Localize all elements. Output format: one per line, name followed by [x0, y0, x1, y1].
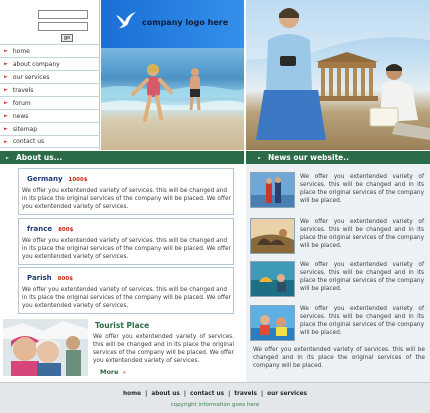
logo-text: company logo here: [142, 18, 229, 27]
main-nav: [0, 44, 100, 148]
nav-item-label: contact us: [12, 138, 45, 145]
service-card: [18, 267, 234, 314]
nav-item-label: about company: [12, 60, 60, 68]
arrow-icon: ►: [4, 138, 8, 145]
service-title[interactable]: france: [27, 225, 53, 233]
nav-item-contact-us[interactable]: [0, 135, 100, 148]
go-button[interactable]: go: [61, 34, 73, 42]
news-text: We offer you extentended variety of services. this will be changed and in its place the original services of the company will be placed.: [300, 306, 424, 336]
footer-link-about-us[interactable]: about us: [151, 391, 180, 397]
arrow-icon: ►: [4, 126, 8, 132]
signin-input[interactable]: [38, 10, 88, 19]
ruins-photo: [246, 0, 430, 150]
service-price: 1000$: [68, 177, 88, 183]
service-price: 800$: [58, 227, 74, 233]
nav-item-label: travels: [12, 86, 34, 94]
news-image-2: [251, 219, 295, 254]
nav-item-news[interactable]: [0, 109, 100, 122]
service-card: [18, 168, 234, 215]
arrow-icon: ►: [258, 155, 262, 160]
arrow-icon: ►: [4, 61, 8, 67]
tourist-illustration: [3, 319, 88, 376]
news-image-4: [251, 306, 295, 341]
nav-item-label: forum: [12, 99, 31, 107]
service-title[interactable]: Germany: [27, 175, 63, 183]
footer-link-home[interactable]: home: [123, 391, 142, 397]
service-title-row: [27, 225, 73, 233]
footer-links: [0, 391, 430, 397]
about-section: [0, 164, 244, 382]
news-text: We offer you extentended variety of services. this will be changed and in its place the original services of the company will be placed.: [300, 174, 424, 204]
tourist-photo: [3, 319, 88, 376]
service-title-row: [27, 175, 88, 183]
double-arrow-icon: »: [122, 370, 126, 376]
footer-link-travels[interactable]: travels: [234, 391, 257, 397]
logo-panel: [101, 0, 244, 48]
nav-item-label: sitemap: [12, 125, 38, 133]
footer-link-our-services[interactable]: our services: [267, 391, 307, 397]
tourist-description: We offer you extentended variety of services. this will be changed and in its place the original services of the company will be placed. We offer you extentended variety of services.: [93, 334, 234, 364]
nav-item-label: home: [12, 47, 30, 55]
nav-item-home[interactable]: [0, 44, 100, 57]
arrow-icon: ►: [4, 100, 8, 106]
footer-link-contact-us[interactable]: contact us: [190, 391, 225, 397]
news-image-1: [251, 173, 295, 208]
footer: [0, 382, 430, 413]
beach-illustration: [101, 48, 244, 150]
more-link[interactable]: [100, 368, 126, 376]
separator: |: [261, 391, 264, 397]
copyright-text: copyright information goes here: [170, 402, 260, 408]
separator: |: [228, 391, 231, 397]
nav-item-our-services[interactable]: [0, 70, 100, 83]
arrow-icon: ►: [4, 113, 8, 119]
news-footer-text: We offer you extentended variety of services. this will be changed and in its place the original services of the company will be placed.: [253, 347, 425, 369]
more-label: More: [100, 368, 119, 376]
news-heading: News our website..: [268, 153, 349, 162]
news-section: [246, 164, 430, 382]
left-column: [0, 0, 100, 150]
nav-item-sitemap[interactable]: [0, 122, 100, 135]
service-title[interactable]: Parish: [27, 274, 52, 282]
arrow-icon: ►: [4, 48, 8, 54]
service-price: 800$: [57, 276, 73, 282]
arrow-icon: ►: [4, 87, 8, 93]
section-header-bar: [0, 150, 430, 164]
bird-logo-icon: [115, 11, 137, 29]
service-description: We offer you extentended variety of services. this will be changed and in its place the original services of the company will be placed. We offer you extentended variety of services.: [22, 188, 231, 210]
news-thumbnail[interactable]: [250, 305, 295, 341]
arrow-icon: ►: [4, 74, 8, 80]
nav-item-forum[interactable]: [0, 96, 100, 109]
news-thumbnail[interactable]: [250, 172, 295, 208]
service-description: We offer you extentended variety of services. this will be changed and in its place the original services of the company will be placed. We offer you extentended variety of services.: [22, 287, 231, 309]
news-text: We offer you extentended variety of services. this will be changed and in its place the original services of the company will be placed.: [300, 219, 424, 249]
nav-item-travels[interactable]: [0, 83, 100, 96]
separator: |: [145, 391, 148, 397]
news-image-3: [251, 262, 295, 297]
service-title-row: [27, 274, 73, 282]
service-card: [18, 218, 234, 265]
beach-photo: [101, 48, 244, 150]
divider: [244, 151, 246, 165]
tourist-title: Tourist Place: [95, 321, 150, 330]
arrow-icon: ►: [6, 155, 10, 160]
nav-item-label: our services: [12, 73, 50, 81]
separator: |: [183, 391, 187, 397]
about-heading: About us...: [16, 153, 63, 162]
nav-item-label: news: [12, 112, 29, 120]
news-thumbnail[interactable]: [250, 261, 295, 297]
service-description: We offer you extentended variety of services. this will be changed and in its place the original services of the company will be placed. We offer you extentended variety of services.: [22, 238, 231, 260]
ruins-illustration: [246, 0, 430, 150]
nav-item-about-company[interactable]: [0, 57, 100, 70]
password-input[interactable]: [38, 22, 88, 31]
news-text: We offer you extentended variety of services. this will be changed and in its place the original services of the company will be placed.: [300, 262, 424, 292]
news-thumbnail[interactable]: [250, 218, 295, 254]
